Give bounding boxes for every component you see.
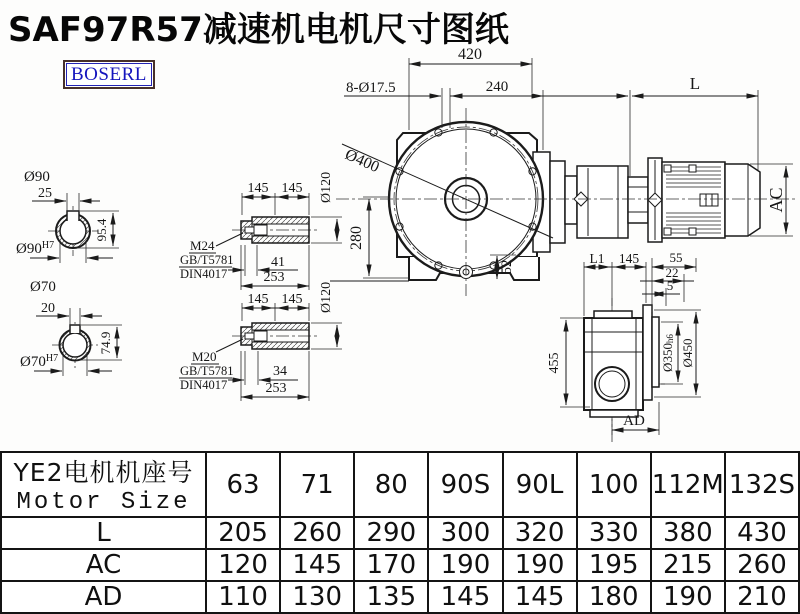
bush-top-od: Ø120 <box>319 171 334 203</box>
dimension-value: 300 <box>428 517 502 549</box>
dimension-value: 290 <box>354 517 428 549</box>
shaft-section-70 <box>20 279 122 376</box>
side-spigot <box>652 317 659 387</box>
shaft70-label: Ø70 <box>30 279 56 295</box>
dimension-value: 180 <box>577 581 651 613</box>
fan-cover <box>725 164 760 236</box>
bushing-top <box>179 172 342 290</box>
table-body <box>1 452 799 613</box>
side-dim-55: 55 <box>669 250 683 265</box>
dimension-value: 195 <box>577 549 651 581</box>
side-dim-22: 22 <box>665 265 679 280</box>
motor-size-col-header: 90L <box>503 452 577 517</box>
motor-size-col-header: 63 <box>206 452 280 517</box>
bush-bottom-od: Ø120 <box>319 281 334 313</box>
dimension-value: 145 <box>428 581 502 613</box>
motor-size-col-header: 71 <box>280 452 354 517</box>
flange-diameter: Ø400 <box>342 146 382 177</box>
bush-bottom-total-len: 253 <box>265 381 287 396</box>
dimension-value: 380 <box>651 517 725 549</box>
side-dim-5: 5 <box>666 278 674 293</box>
dim-52: 52 <box>499 259 515 275</box>
dimension-value: 190 <box>503 549 577 581</box>
motor-size-header-cell <box>1 452 206 517</box>
motor-size-col-header: 80 <box>354 452 428 517</box>
shaft-section-90 <box>16 169 119 263</box>
side-view <box>547 250 701 442</box>
bush-bottom-screw-len: 34 <box>273 364 287 379</box>
dimension-value: 320 <box>503 517 577 549</box>
shaft90-key-width: 25 <box>38 186 52 201</box>
motor-size-table <box>0 451 800 614</box>
table-row-L <box>1 517 799 549</box>
side-dim-145: 145 <box>618 251 640 266</box>
dimension-value: 170 <box>354 549 428 581</box>
side-dim-455: 455 <box>547 352 562 374</box>
motor-size-col-header: 90S <box>428 452 502 517</box>
bush-bottom-len1: 145 <box>247 292 269 307</box>
dimension-value: 215 <box>651 549 725 581</box>
bush-top-std2: DIN4017 <box>180 267 228 281</box>
dimension-value: 205 <box>206 517 280 549</box>
table-row-AC <box>1 549 799 581</box>
shaft70-key-depth: 74.9 <box>98 331 113 355</box>
row-label: AD <box>1 581 206 613</box>
row-label: AC <box>1 549 206 581</box>
page-title: SAF97R57减速机电机尺寸图纸 <box>8 10 509 50</box>
dimension-value: 120 <box>206 549 280 581</box>
bush-top-len1: 145 <box>247 181 269 196</box>
side-flange-diameter: Ø450 <box>680 338 695 368</box>
bush-top-len2: 145 <box>281 181 303 196</box>
dimension-value: 130 <box>280 581 354 613</box>
motor-size-col-header: 132S <box>725 452 799 517</box>
side-output-bore <box>595 367 629 401</box>
dim-280: 280 <box>348 226 365 250</box>
dim-240: 240 <box>485 79 509 95</box>
dim-AC: AC <box>766 187 786 213</box>
bush-bottom-std2: DIN4017 <box>180 378 228 392</box>
shaft90-label: Ø90 <box>24 169 50 185</box>
row-label: L <box>1 517 206 549</box>
dimension-value: 145 <box>280 549 354 581</box>
shaft70-bore-label: $Ø70^{H7}$ <box>20 353 59 370</box>
motor-size-col-header: 100 <box>577 452 651 517</box>
motor-size-header-en: Motor Size <box>16 489 191 516</box>
bush-top-screw-len: 41 <box>271 255 285 270</box>
bushing-bottom <box>179 282 342 401</box>
dimension-value: 260 <box>280 517 354 549</box>
dim-420: 420 <box>458 46 482 63</box>
dimension-value: 135 <box>354 581 428 613</box>
bush-top-total-len: 253 <box>263 270 285 285</box>
bush-top-std1: GB/T5781 <box>180 253 234 267</box>
terminal-box <box>700 194 718 206</box>
dimension-value: 145 <box>503 581 577 613</box>
table-header-row <box>1 452 799 517</box>
dimension-value: 430 <box>725 517 799 549</box>
bush-top-thread: M24 <box>190 238 215 253</box>
dimension-value: 190 <box>651 581 725 613</box>
dim-L: L <box>689 74 701 93</box>
dimension-value: 190 <box>428 549 502 581</box>
bush-bottom-std1: GB/T5781 <box>180 364 234 378</box>
shaft70-key-width: 20 <box>41 301 55 316</box>
dim-bolt-holes: 8-Ø17.5 <box>346 80 396 96</box>
side-dim-L1: L1 <box>589 251 605 266</box>
dimension-value: 260 <box>725 549 799 581</box>
table-row-AD <box>1 581 799 613</box>
motor-size-header-cn: YE2电机机座号 <box>13 458 194 487</box>
bush-bottom-thread: M20 <box>192 349 217 364</box>
side-spigot-diameter: Ø350h6 <box>660 334 675 372</box>
side-flange-plate <box>643 305 652 400</box>
dimension-value: 330 <box>577 517 651 549</box>
shaft90-key-depth: 95.4 <box>94 218 109 242</box>
main-front-view <box>330 46 796 296</box>
shaft90-bore-label: $Ø90^{H7}$ <box>16 240 55 257</box>
dimension-value: 210 <box>725 581 799 613</box>
motor-size-col-header: 112M <box>651 452 725 517</box>
bush-bottom-len2: 145 <box>281 292 303 307</box>
side-dim-AD: AD <box>623 413 645 429</box>
boserl-logo-text: BOSERL <box>66 63 152 86</box>
dimension-value: 110 <box>206 581 280 613</box>
